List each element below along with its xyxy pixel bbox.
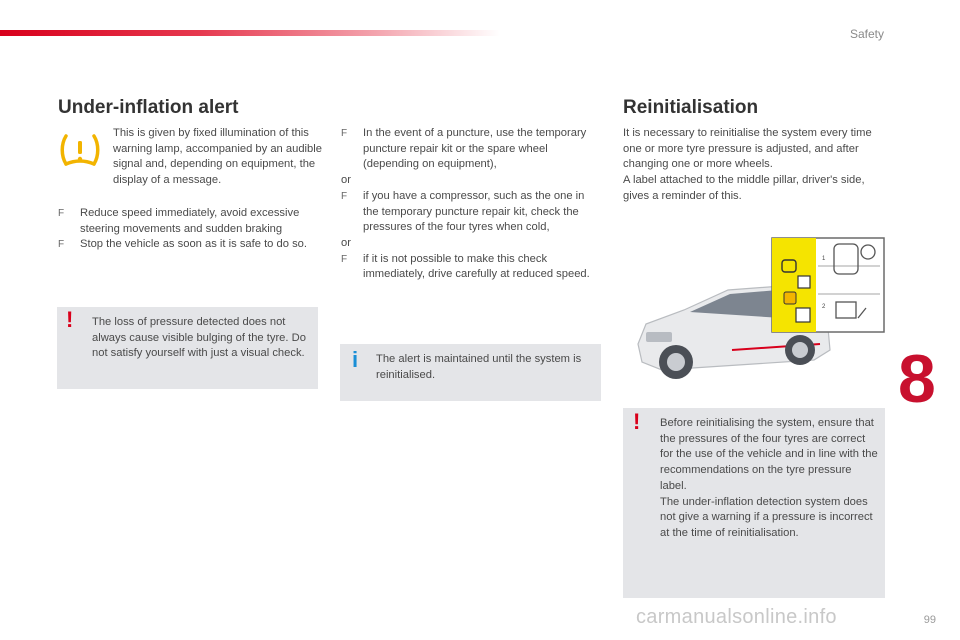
tyre-pressure-warning-icon: [60, 132, 100, 168]
exclamation-icon: !: [66, 307, 74, 332]
reinitialisation-title: Reinitialisation: [623, 97, 759, 118]
middle-bullet-list: [341, 126, 601, 283]
or-separator: or: [341, 174, 351, 187]
car-pillar-label-illustration: [632, 232, 886, 394]
list-item: F if you have a compressor, such as the one in the temporary puncture repair kit, check the pressures of the four tyres when cold,: [341, 189, 585, 234]
page-number: 99: [923, 614, 936, 626]
watermark: carmanualsonline.info: [636, 606, 837, 628]
section-title: Safety: [849, 27, 884, 41]
label-mark-1: 1: [822, 256, 826, 262]
reinitialisation-paragraph: It is necessary to reinitialise the system every time one or more tyre pressure is adjusted, and after changing one or more wheels. A label attached to the middle pillar, driver's side, gives a reminder of this.: [623, 127, 872, 202]
exclamation-icon: !: [633, 409, 641, 434]
list-item: F Stop the vehicle as soon as it is safe to do so.: [58, 237, 320, 253]
warning-note: [57, 307, 318, 389]
bullet-icon: F: [58, 239, 65, 251]
info-note-text: The alert is maintained until the system is reinitialised.: [376, 353, 582, 381]
warning-lamp-description: This is given by fixed illumination of this warning lamp, accompanied by an audible signal and, depending on equipment, the display of a message.: [113, 127, 322, 187]
or-separator: or: [341, 236, 351, 249]
list-item: F In the event of a puncture, use the temporary puncture repair kit or the spare wheel (depending on equipment),: [341, 127, 587, 171]
reinitialisation-warning-text: Before reinitialising the system, ensure that the pressures of the four tyres are correct for the use of the vehicle and in line with the recommendations on the tyre pressure label. The under-inflation detection system does not give a warning if a pressure is incorrect at the time of reinitialisation.: [660, 417, 878, 539]
chapter-number: 8: [898, 341, 936, 417]
bullet-icon: F: [58, 208, 65, 219]
under-inflation-title: Under-inflation alert: [58, 97, 239, 118]
reinitialisation-warning-note: [623, 408, 885, 598]
bullet-icon: F: [341, 128, 348, 139]
warning-note-text: The loss of pressure detected does not always cause visible bulging of the tyre. Do not satisfy yourself with just a visual check.: [92, 316, 306, 360]
list-item: F Reduce speed immediately, avoid excessive steering movements and sudden braking: [58, 207, 300, 235]
info-note: [340, 344, 601, 401]
info-icon: i: [352, 347, 359, 372]
header-accent-bar: [0, 30, 500, 36]
bullet-icon: F: [341, 253, 348, 265]
label-mark-2: 2: [822, 304, 826, 310]
left-bullet-list: [58, 206, 320, 253]
list-item: F if it is not possible to make this check immediately, drive carefully at reduced speed.: [341, 252, 590, 281]
bullet-icon: F: [341, 190, 348, 202]
